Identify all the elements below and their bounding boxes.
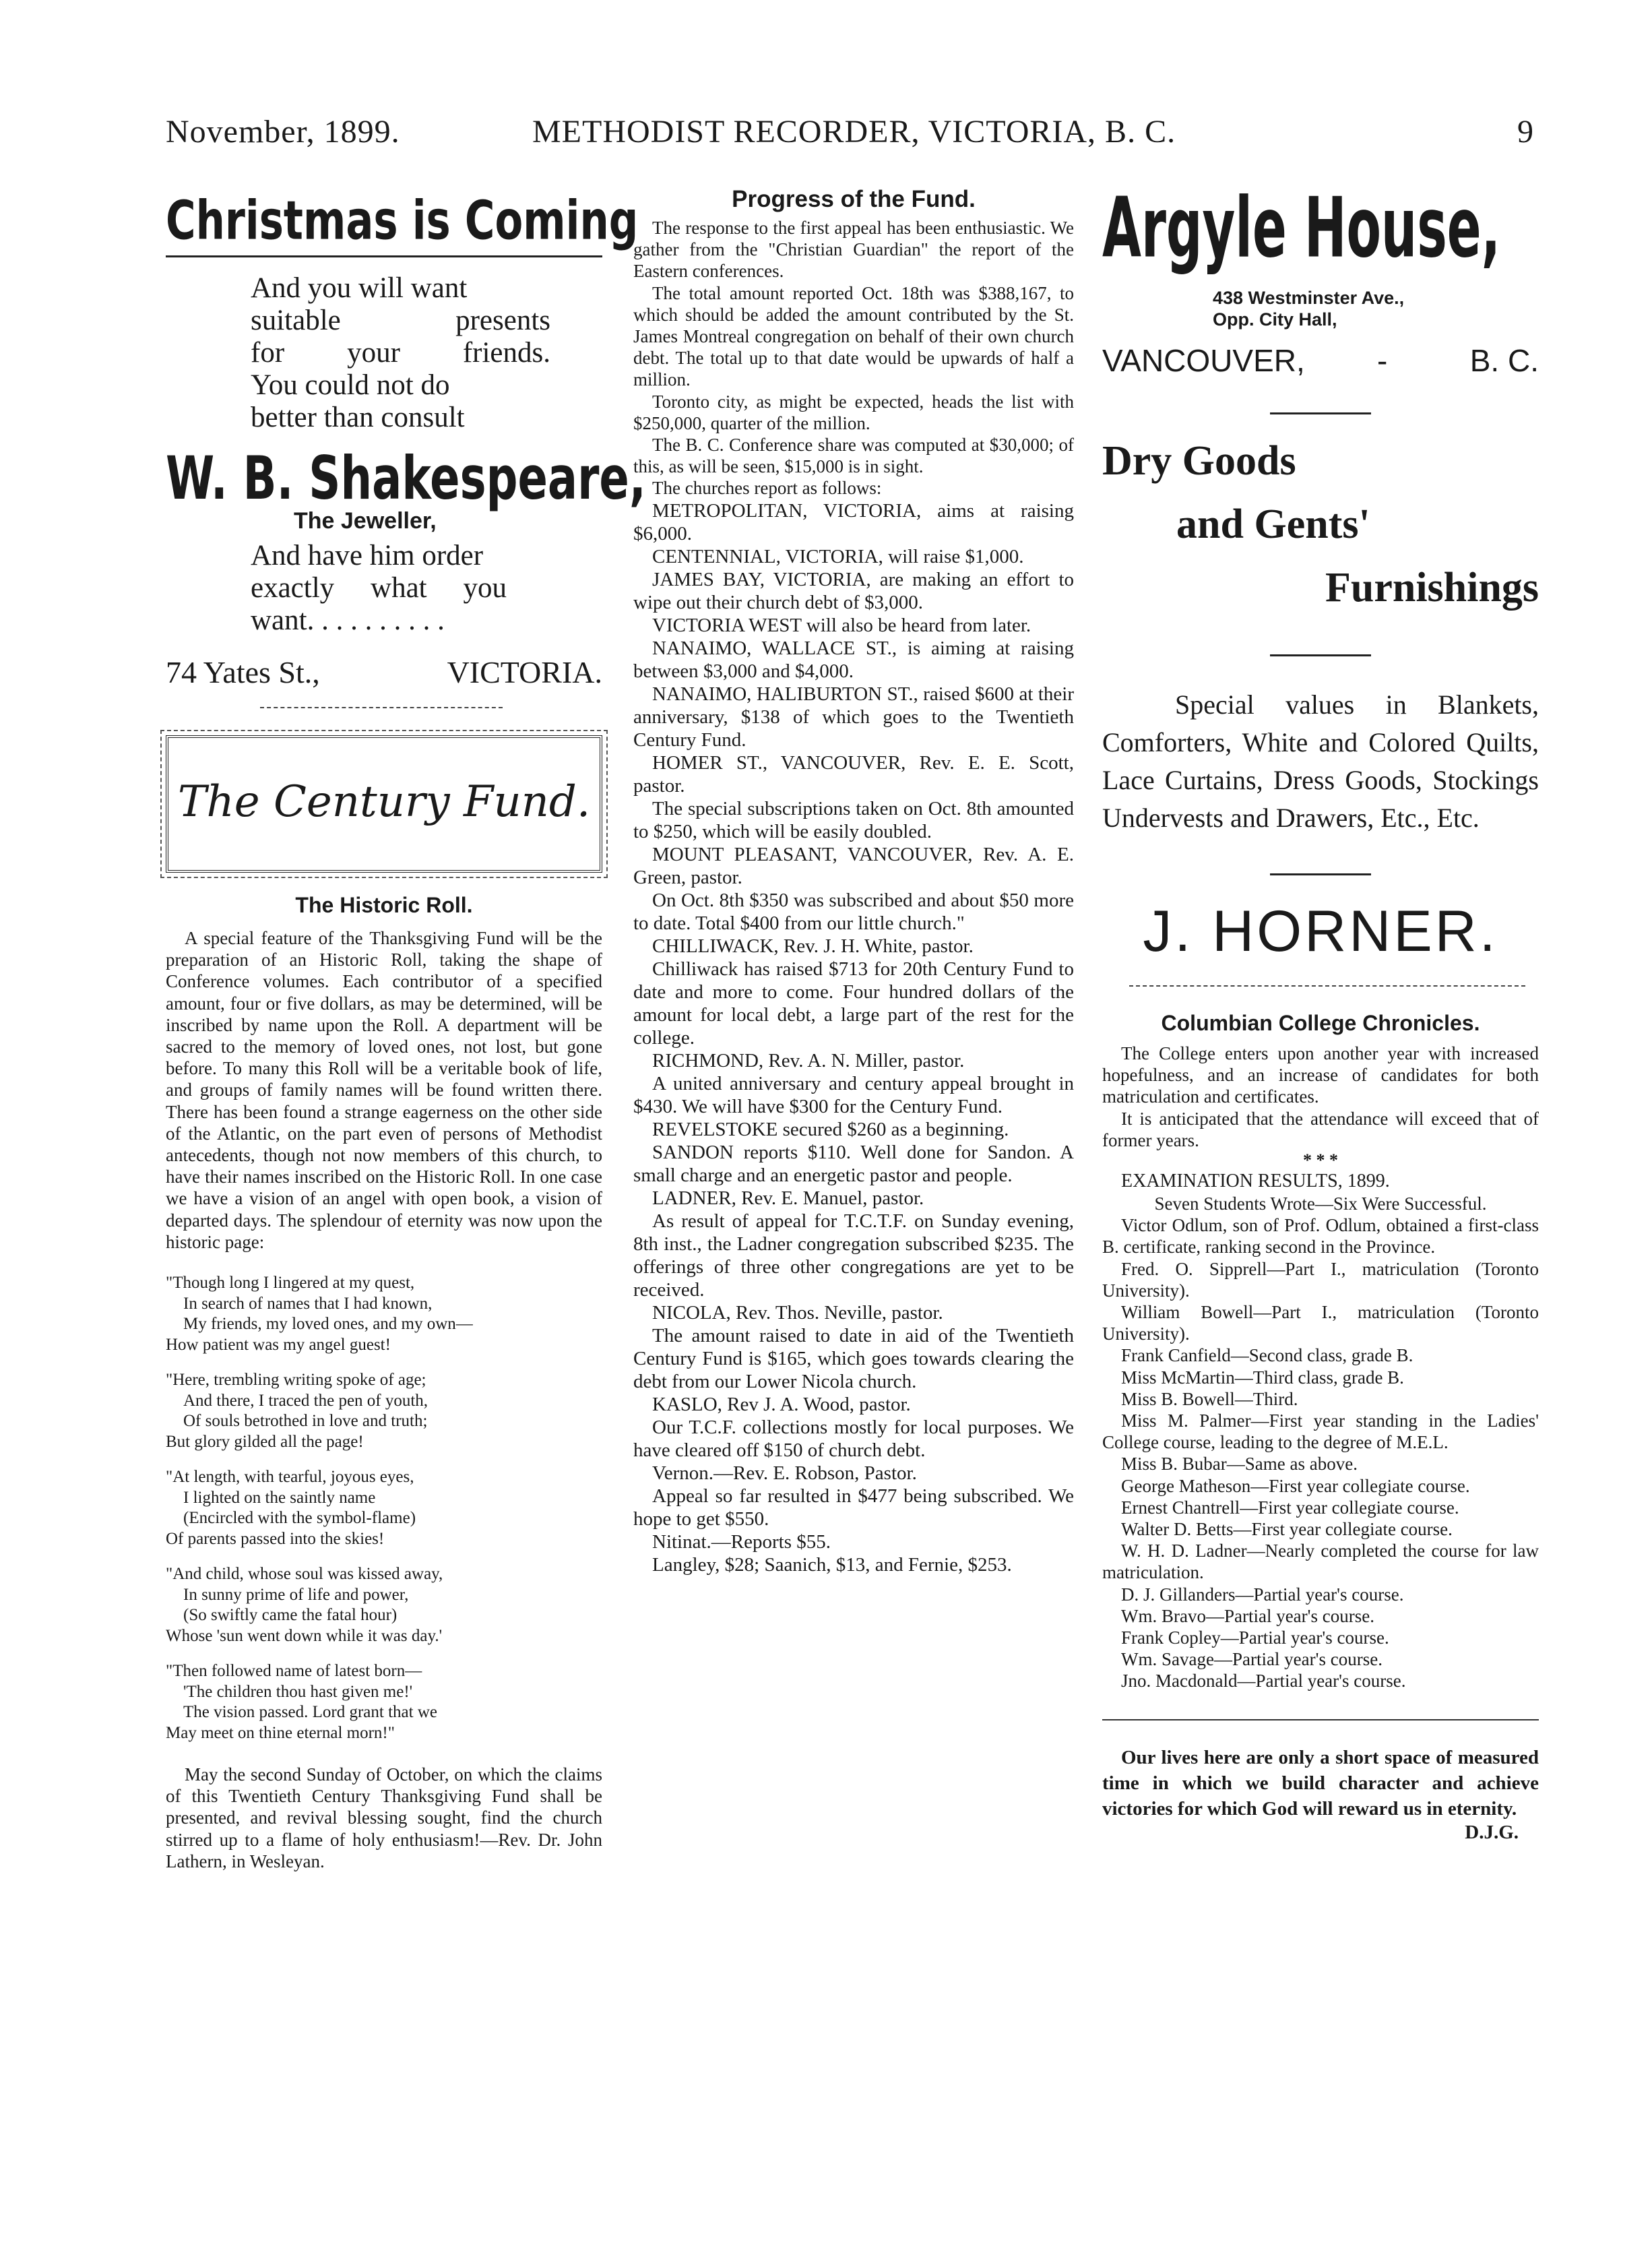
church-report: CHILLIWACK, Rev. J. H. White, pastor. xyxy=(652,935,974,957)
city-name: VANCOUVER, xyxy=(1102,343,1305,378)
horner-name: J. HORNER. xyxy=(1143,899,1498,964)
paragraph: The churches report as follows: xyxy=(652,478,882,499)
christmas-line: And you will want xyxy=(251,272,468,304)
result: Miss B. Bowell—Third. xyxy=(1121,1388,1298,1409)
order-line: exactly what you xyxy=(251,572,507,604)
christmas-line: better than consult xyxy=(251,402,465,433)
christmas-line: for your friends. xyxy=(251,337,550,369)
church-report: Our T.C.F. collections mostly for local purposes. We have cleared off $150 of church debt. xyxy=(633,1416,1074,1461)
result: W. H. D. Ladner—Nearly completed the course for law matriculation. xyxy=(1102,1541,1539,1583)
province-name: B. C. xyxy=(1469,343,1539,378)
result: Miss M. Palmer—First year standing in the Ladies' College course, leading to the degree of M.E.L. xyxy=(1102,1410,1539,1453)
result: Wm. Bravo—Partial year's course. xyxy=(1121,1605,1374,1626)
poem-line: The vision passed. Lord grant that we xyxy=(183,1703,437,1722)
closing-paragraph: May the second Sunday of October, on which the claims of this Twentieth Century Thanksgiving Fund shall be presented, and revival blessing sought, find the church stirred up to a flame of holy enthusiasm!—Rev. Dr. John Lathern, in Wesleyan. xyxy=(166,1764,602,1871)
church-report: On Oct. 8th $350 was subscribed and about $50 more to date. Total $400 from our little church." xyxy=(633,889,1074,934)
church-report: Chilliwack has raised $713 for 20th Century Fund to date and more to come. Four hundred dollars of the amount for local debt, a large part of the rest for the college. xyxy=(633,958,1074,1049)
poem-line: "Here, trembling writing spoke of age; xyxy=(166,1371,426,1390)
poem-line: Of souls betrothed in love and truth; xyxy=(183,1412,428,1431)
address-line: 438 Westminster Ave., xyxy=(1213,288,1405,308)
closing-text: Our lives here are only a short space of measured time in which we build character and achieve victories for which God will reward us in eternity. xyxy=(1102,1746,1539,1820)
poem-line: "Though long I lingered at my quest, xyxy=(166,1274,415,1293)
issue-date: November, 1899. xyxy=(166,114,400,150)
church-report: METROPOLITAN, VICTORIA, aims at raising $6,000. xyxy=(633,499,1074,545)
address-line: Opp. City Hall, xyxy=(1213,309,1337,330)
page-number: 9 xyxy=(1517,114,1534,150)
result: William Bowell—Part I., matriculation (Toronto University). xyxy=(1102,1302,1539,1344)
address-city: VICTORIA. xyxy=(447,655,602,689)
poem-line: How patient was my angel guest! xyxy=(166,1335,391,1354)
church-report: MOUNT PLEASANT, VANCOUVER, Rev. A. E. Green, pastor. xyxy=(633,843,1074,888)
poem-line: In search of names that I had known, xyxy=(183,1294,433,1313)
poem-line: (Encircled with the symbol-flame) xyxy=(183,1509,416,1528)
column-right xyxy=(1102,179,1539,1844)
historic-paragraph: A special feature of the Thanksgiving Fund will be the preparation of an Historic Roll, taking the shape of Conference volumes. Each contributor of a specified amount, four or five dollars, as may be determined, will be inscribed by name upon the Roll. A department will be sacred to the memory of loved ones, not lost, but gone before. To many this Roll will be a veritable book of life, and groups of family names will be found written there. There has been found a strange eagerness on the other side of the Atlantic, on the part even of persons of Methodist antecedents, though not now members of this church, to have their names inscribed on the Historic Roll. In one case we have a vision of an angel with open book, a vision of departed days. The splendour of eternity was now upon the historic page: xyxy=(166,928,602,1252)
result: Miss B. Bubar—Same as above. xyxy=(1121,1454,1358,1475)
progress-body xyxy=(633,217,1074,1576)
exam-heading: EXAMINATION RESULTS, 1899. xyxy=(1121,1171,1390,1192)
poem-line: My friends, my loved ones, and my own— xyxy=(183,1315,473,1334)
order-line: want. . . . . . . . . . xyxy=(251,604,445,636)
paragraph: Toronto city, as might be expected, heads the list with $250,000, quarter of the million. xyxy=(633,391,1074,433)
order-line: And have him order xyxy=(251,540,484,571)
poem-line: In sunny prime of life and power, xyxy=(183,1585,409,1604)
church-report: Langley, $28; Saanich, $13, and Fernie, $253. xyxy=(652,1553,1012,1576)
argyle-house-title: Argyle House, xyxy=(1102,179,1501,276)
result: George Matheson—First year collegiate course. xyxy=(1121,1475,1470,1496)
dry-goods-line: Dry Goods xyxy=(1102,438,1296,484)
poem-line: But glory gilded all the page! xyxy=(166,1432,364,1451)
church-report: LADNER, Rev. E. Manuel, pastor. xyxy=(652,1187,924,1209)
divider xyxy=(260,707,503,708)
christmas-ad-title: Christmas is Coming xyxy=(166,189,639,252)
address-street: 74 Yates St., xyxy=(166,655,320,689)
college-body xyxy=(1102,1043,1539,1692)
divider xyxy=(1270,412,1371,414)
column-left xyxy=(166,189,646,1872)
dry-goods-title xyxy=(1102,429,1539,619)
christmas-ad-text xyxy=(166,272,550,434)
result: Walter D. Betts—First year collegiate course. xyxy=(1121,1519,1453,1540)
paragraph: The B. C. Conference share was computed at $30,000; of this, as will be seen, $15,000 is in sight. xyxy=(633,435,1074,477)
poem-line: 'The children thou hast given me!' xyxy=(183,1682,413,1701)
poem-line: I lighted on the saintly name xyxy=(183,1488,376,1507)
order-text xyxy=(166,540,550,637)
divider xyxy=(1102,1719,1539,1720)
church-report: SANDON reports $110. Well done for Sandon. A small charge and an energetic pastor and people. xyxy=(633,1141,1074,1186)
column-middle xyxy=(633,186,1074,1576)
section-stars: * * * xyxy=(1303,1150,1338,1171)
poem-line: "Then followed name of latest born— xyxy=(166,1662,422,1681)
church-report: HOMER ST., VANCOUVER, Rev. E. E. Scott, pastor. xyxy=(633,751,1074,797)
divider xyxy=(1270,654,1371,656)
church-report: NANAIMO, HALIBURTON ST., raised $600 at their anniversary, $138 of which goes to the Twentieth Century Fund. xyxy=(633,683,1074,751)
church-report: JAMES BAY, VICTORIA, are making an effort to wipe out their church debt of $3,000. xyxy=(633,568,1074,613)
jeweller-label: The Jeweller, xyxy=(294,508,437,534)
poem-line: May meet on thine eternal morn!" xyxy=(166,1723,395,1742)
college-heading: Columbian College Chronicles. xyxy=(1161,1011,1480,1035)
paragraph: It is anticipated that the attendance will exceed that of former years. xyxy=(1102,1108,1539,1150)
exam-subheading: Seven Students Wrote—Six Were Successful. xyxy=(1154,1193,1487,1214)
publication-title: METHODIST RECORDER, VICTORIA, B. C. xyxy=(532,114,1176,150)
christmas-line: You could not do xyxy=(251,369,450,401)
signature: D.J.G. xyxy=(1465,1821,1519,1843)
result: Fred. O. Sipprell—Part I., matriculation (Toronto University). xyxy=(1102,1258,1539,1301)
result: Wm. Savage—Partial year's course. xyxy=(1121,1649,1383,1670)
century-fund-banner xyxy=(166,735,602,873)
poem xyxy=(166,1273,602,1743)
church-report: CENTENNIAL, VICTORIA, will raise $1,000. xyxy=(652,545,1024,567)
specials-text: Special values in Blankets, Comforters, White and Colored Quilts, Lace Curtains, Dress Goods, Stockings Undervests and Drawers, Etc., Etc. xyxy=(1102,689,1539,833)
poem-line: Whose 'sun went down while it was day.' xyxy=(166,1626,443,1645)
shakespeare-name: W. B. Shakespeare, xyxy=(166,443,646,513)
argyle-house-ad xyxy=(1102,179,1539,287)
church-report: Nitinat.—Reports $55. xyxy=(652,1530,831,1553)
result: D. J. Gillanders—Partial year's course. xyxy=(1121,1584,1404,1605)
poem-line: "And child, whose soul was kissed away, xyxy=(166,1565,443,1584)
church-report: As result of appeal for T.C.T.F. on Sunday evening, 8th inst., the Ladner congregation subscribed $235. The offerings of three other congregations are yet to be received. xyxy=(633,1210,1074,1301)
jeweller-address xyxy=(166,654,602,689)
city-dash: - xyxy=(1377,343,1388,378)
christmas-line: suitable presents xyxy=(251,305,550,336)
historic-roll-heading: The Historic Roll. xyxy=(295,893,473,917)
poem-line: Of parents passed into the skies! xyxy=(166,1529,385,1548)
church-report: Appeal so far resulted in $477 being subscribed. We hope to get $550. xyxy=(633,1485,1074,1530)
church-report: NICOLA, Rev. Thos. Neville, pastor. xyxy=(652,1301,943,1324)
paragraph: The total amount reported Oct. 18th was $388,167, to which should be added the amount contributed by the St. James Montreal congregation on behalf of their own church debt. The total up to that date would be upwards of half a million. xyxy=(633,282,1074,390)
divider xyxy=(1129,985,1525,987)
progress-heading: Progress of the Fund. xyxy=(732,186,976,212)
church-report: The amount raised to date in aid of the Twentieth Century Fund is $165, which goes towards clearing the debt from our Lower Nicola church. xyxy=(633,1324,1074,1392)
church-report: Vernon.—Rev. E. Robson, Pastor. xyxy=(652,1462,917,1484)
christmas-rule xyxy=(166,255,602,257)
church-report: A united anniversary and century appeal brought in $430. We will have $300 for the Century Fund. xyxy=(633,1072,1074,1117)
result: Miss McMartin—Third class, grade B. xyxy=(1121,1367,1404,1388)
dry-goods-line: and Gents' xyxy=(1176,501,1370,547)
poem-line: And there, I traced the pen of youth, xyxy=(183,1391,428,1410)
city-line xyxy=(1102,342,1539,379)
paragraph: The College enters upon another year with increased hopefulness, and an increase of candidates for both matriculation and certificates. xyxy=(1102,1043,1539,1107)
result: Frank Copley—Partial year's course. xyxy=(1121,1627,1389,1648)
century-fund-title: The Century Fund. xyxy=(177,777,591,827)
church-report: KASLO, Rev J. A. Wood, pastor. xyxy=(652,1393,911,1415)
divider xyxy=(1270,873,1371,875)
church-report: REVELSTOKE secured $260 as a beginning. xyxy=(652,1118,1009,1140)
church-report: The special subscriptions taken on Oct. 8th amounted to $250, which will be easily doubled. xyxy=(633,797,1074,842)
result: Frank Canfield—Second class, grade B. xyxy=(1121,1345,1413,1366)
result: Ernest Chantrell—First year collegiate course. xyxy=(1121,1497,1459,1518)
argyle-address xyxy=(1102,287,1539,330)
result: Victor Odlum, son of Prof. Odlum, obtained a first-class B. certificate, ranking second in the Province. xyxy=(1102,1215,1539,1258)
poem-line: (So swiftly came the fatal hour) xyxy=(183,1606,398,1625)
paragraph: The response to the first appeal has been enthusiastic. We gather from the "Christian Guardian" the report of the Eastern conferences. xyxy=(633,218,1074,282)
church-report: RICHMOND, Rev. A. N. Miller, pastor. xyxy=(652,1049,965,1072)
church-report: VICTORIA WEST will also be heard from later. xyxy=(652,614,1031,636)
poem-line: "At length, with tearful, joyous eyes, xyxy=(166,1468,414,1487)
result: Jno. Macdonald—Partial year's course. xyxy=(1121,1671,1406,1692)
church-report: NANAIMO, WALLACE ST., is aiming at raising between $3,000 and $4,000. xyxy=(633,637,1074,682)
dry-goods-line: Furnishings xyxy=(1325,565,1539,611)
